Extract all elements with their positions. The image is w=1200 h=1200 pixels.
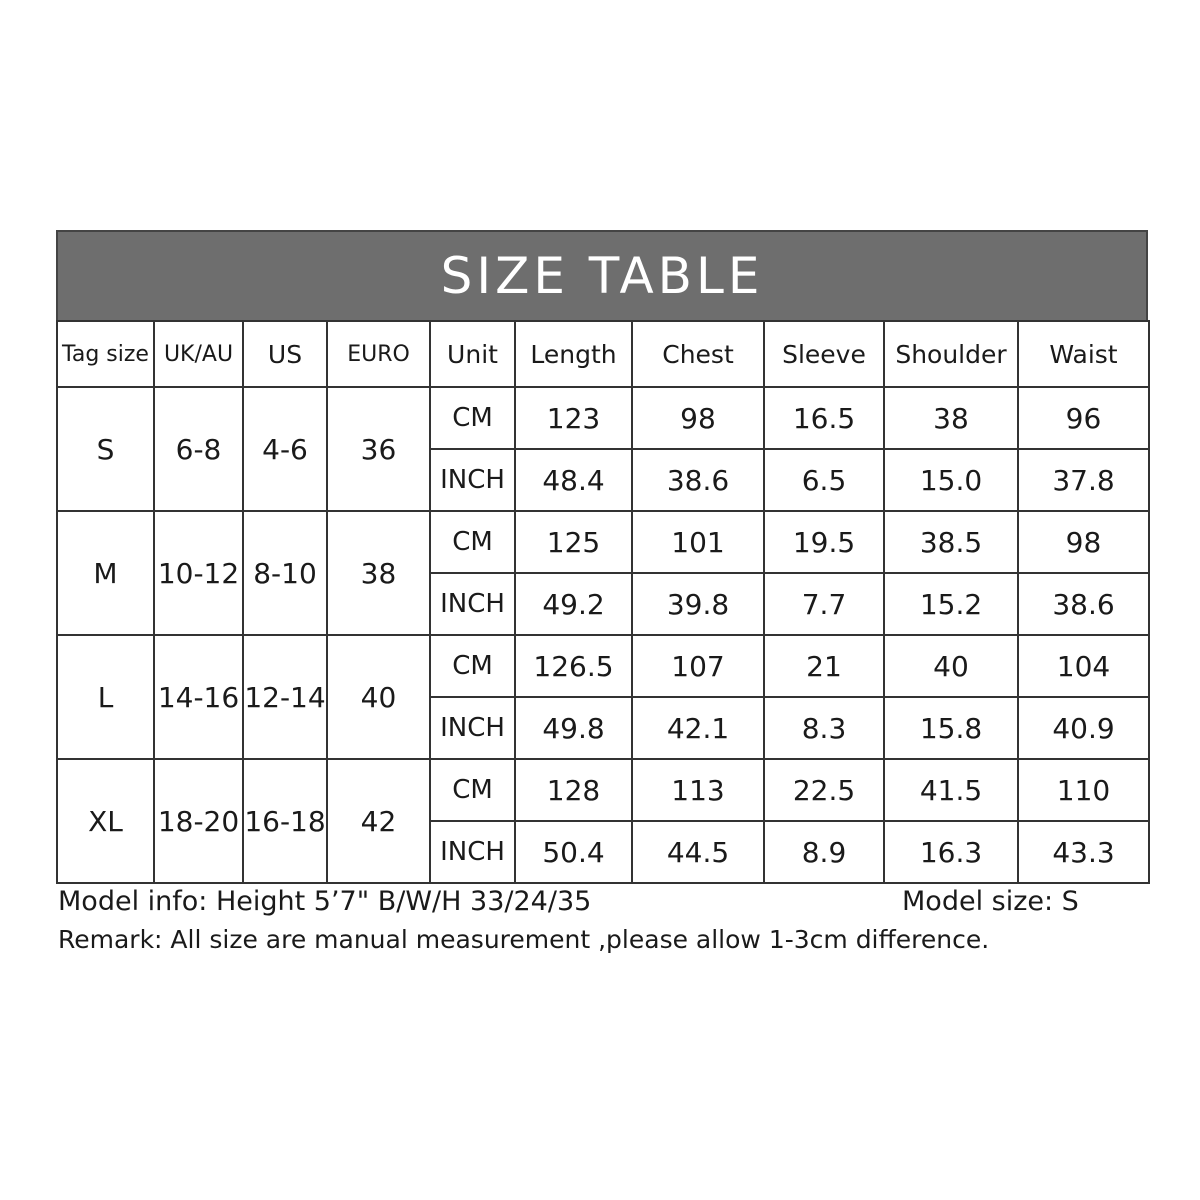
- us-cell: 16-18: [243, 759, 327, 883]
- header-waist: Waist: [1018, 321, 1149, 387]
- tag-size-cell: L: [57, 635, 154, 759]
- model-info-text: Model info: Height 5’7" B/W/H 33/24/35: [58, 886, 592, 917]
- length-cell: 49.2: [515, 573, 632, 635]
- header-us: US: [243, 321, 327, 387]
- sleeve-cell: 6.5: [764, 449, 884, 511]
- tag-size-cell: S: [57, 387, 154, 511]
- chest-cell: 107: [632, 635, 764, 697]
- shoulder-cell: 15.2: [884, 573, 1018, 635]
- shoulder-cell: 15.8: [884, 697, 1018, 759]
- euro-cell: 36: [327, 387, 430, 511]
- sleeve-cell: 8.3: [764, 697, 884, 759]
- unit-cell: INCH: [430, 573, 515, 635]
- table-row: [57, 387, 1149, 449]
- chest-cell: 113: [632, 759, 764, 821]
- waist-cell: 40.9: [1018, 697, 1149, 759]
- tag-size-cell: XL: [57, 759, 154, 883]
- euro-cell: 40: [327, 635, 430, 759]
- chest-cell: 44.5: [632, 821, 764, 883]
- tag-size-cell: M: [57, 511, 154, 635]
- header-length: Length: [515, 321, 632, 387]
- us-cell: 4-6: [243, 387, 327, 511]
- header-uk-au: UK/AU: [154, 321, 243, 387]
- length-cell: 126.5: [515, 635, 632, 697]
- remark-text: Remark: All size are manual measurement ,please allow 1-3cm difference.: [58, 925, 990, 954]
- length-cell: 123: [515, 387, 632, 449]
- length-cell: 49.8: [515, 697, 632, 759]
- uk-au-cell: 14-16: [154, 635, 243, 759]
- shoulder-cell: 15.0: [884, 449, 1018, 511]
- chest-cell: 39.8: [632, 573, 764, 635]
- length-cell: 48.4: [515, 449, 632, 511]
- header-chest: Chest: [632, 321, 764, 387]
- unit-cell: CM: [430, 511, 515, 573]
- header-unit: Unit: [430, 321, 515, 387]
- euro-cell: 38: [327, 511, 430, 635]
- table-row: [57, 511, 1149, 573]
- euro-cell: 42: [327, 759, 430, 883]
- header-sleeve: Sleeve: [764, 321, 884, 387]
- waist-cell: 110: [1018, 759, 1149, 821]
- chest-cell: 101: [632, 511, 764, 573]
- length-cell: 50.4: [515, 821, 632, 883]
- unit-cell: INCH: [430, 449, 515, 511]
- shoulder-cell: 40: [884, 635, 1018, 697]
- model-size-text: Model size: S: [902, 886, 1079, 917]
- sleeve-cell: 22.5: [764, 759, 884, 821]
- waist-cell: 98: [1018, 511, 1149, 573]
- unit-cell: CM: [430, 387, 515, 449]
- uk-au-cell: 18-20: [154, 759, 243, 883]
- chest-cell: 38.6: [632, 449, 764, 511]
- shoulder-cell: 38: [884, 387, 1018, 449]
- chest-cell: 98: [632, 387, 764, 449]
- size-table: [56, 230, 1148, 884]
- header-tag-size: Tag size: [57, 321, 154, 387]
- length-cell: 128: [515, 759, 632, 821]
- table-header-row: [57, 321, 1149, 387]
- sleeve-cell: 19.5: [764, 511, 884, 573]
- waist-cell: 37.8: [1018, 449, 1149, 511]
- us-cell: 12-14: [243, 635, 327, 759]
- waist-cell: 43.3: [1018, 821, 1149, 883]
- us-cell: 8-10: [243, 511, 327, 635]
- unit-cell: CM: [430, 759, 515, 821]
- unit-cell: CM: [430, 635, 515, 697]
- table-row: [57, 759, 1149, 821]
- sleeve-cell: 7.7: [764, 573, 884, 635]
- chest-cell: 42.1: [632, 697, 764, 759]
- uk-au-cell: 10-12: [154, 511, 243, 635]
- length-cell: 125: [515, 511, 632, 573]
- size-chart-table: [56, 320, 1150, 884]
- sleeve-cell: 8.9: [764, 821, 884, 883]
- header-shoulder: Shoulder: [884, 321, 1018, 387]
- unit-cell: INCH: [430, 821, 515, 883]
- waist-cell: 38.6: [1018, 573, 1149, 635]
- sleeve-cell: 16.5: [764, 387, 884, 449]
- uk-au-cell: 6-8: [154, 387, 243, 511]
- shoulder-cell: 41.5: [884, 759, 1018, 821]
- shoulder-cell: 38.5: [884, 511, 1018, 573]
- shoulder-cell: 16.3: [884, 821, 1018, 883]
- waist-cell: 96: [1018, 387, 1149, 449]
- header-euro: EURO: [327, 321, 430, 387]
- waist-cell: 104: [1018, 635, 1149, 697]
- size-table-title: SIZE TABLE: [56, 230, 1148, 320]
- sleeve-cell: 21: [764, 635, 884, 697]
- unit-cell: INCH: [430, 697, 515, 759]
- table-row: [57, 635, 1149, 697]
